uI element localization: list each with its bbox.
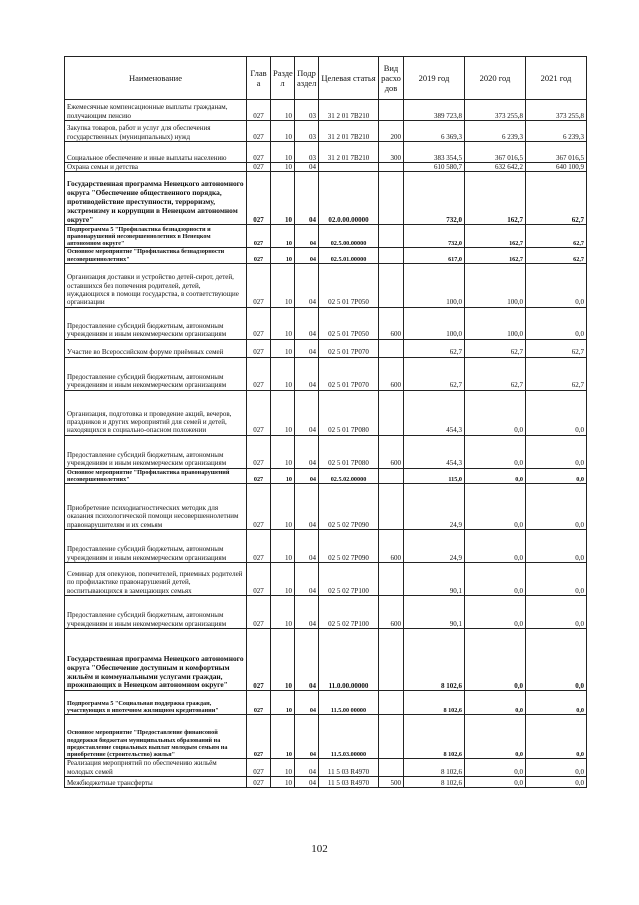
row-target-article: 31 2 01 7В210 bbox=[319, 121, 379, 142]
row-target-article bbox=[319, 163, 379, 172]
row-glava: 027 bbox=[247, 777, 271, 788]
row-glava: 027 bbox=[247, 307, 271, 339]
row-value-2021: 367 016,5 bbox=[526, 142, 587, 163]
row-glava: 027 bbox=[247, 629, 271, 691]
table-row bbox=[65, 563, 587, 596]
row-target-article: 31 2 01 7В210 bbox=[319, 142, 379, 163]
row-podrazdel: 04 bbox=[295, 715, 319, 759]
row-podrazdel: 04 bbox=[295, 163, 319, 172]
row-podrazdel: 04 bbox=[295, 759, 319, 777]
row-razdel: 10 bbox=[271, 596, 295, 629]
row-value-2020: 367 016,5 bbox=[465, 142, 526, 163]
row-target-article: 11 5 03 R4970 bbox=[319, 759, 379, 777]
row-value-2021: 373 255,8 bbox=[526, 100, 587, 121]
table-row bbox=[65, 100, 587, 121]
row-value-2019: 8 102,6 bbox=[404, 759, 465, 777]
table-row bbox=[65, 142, 587, 163]
row-value-2019: 24,9 bbox=[404, 530, 465, 563]
row-value-2020: 0,0 bbox=[465, 563, 526, 596]
row-glava: 027 bbox=[247, 142, 271, 163]
row-expense-type bbox=[379, 563, 404, 596]
row-name: Предоставление субсидий бюджетным, автономным учреждениям и иным некоммерческим организациям bbox=[65, 357, 247, 390]
row-podrazdel: 04 bbox=[295, 225, 319, 248]
row-value-2021: 0,0 bbox=[526, 596, 587, 629]
row-target-article: 11.5.03.00000 bbox=[319, 715, 379, 759]
row-name: Основное мероприятие "Профилактика безнадзорности несовершеннолетних" bbox=[65, 248, 247, 263]
row-name: Реализация мероприятий по обеспечению жильём молодых семей bbox=[65, 759, 247, 777]
row-value-2020: 6 239,3 bbox=[465, 121, 526, 142]
row-name: Семинар для опекунов, попечителей, приемных родителей по профилактике правонарушений детей, воспитывающихся в замещающих семьях bbox=[65, 563, 247, 596]
row-podrazdel: 04 bbox=[295, 263, 319, 307]
row-podrazdel: 03 bbox=[295, 100, 319, 121]
table-row bbox=[65, 530, 587, 563]
row-podrazdel: 04 bbox=[295, 629, 319, 691]
table-row bbox=[65, 390, 587, 435]
row-target-article: 02 5 02 7Р090 bbox=[319, 484, 379, 530]
row-value-2019: 90,1 bbox=[404, 563, 465, 596]
row-value-2019: 62,7 bbox=[404, 357, 465, 390]
row-podrazdel: 03 bbox=[295, 142, 319, 163]
row-podrazdel: 04 bbox=[295, 596, 319, 629]
row-expense-type bbox=[379, 759, 404, 777]
row-podrazdel: 04 bbox=[295, 339, 319, 357]
row-razdel: 10 bbox=[271, 777, 295, 788]
row-expense-type: 600 bbox=[379, 435, 404, 468]
row-razdel: 10 bbox=[271, 225, 295, 248]
row-target-article: 02 5 01 7Р080 bbox=[319, 435, 379, 468]
row-podrazdel: 04 bbox=[295, 307, 319, 339]
row-value-2019: 100,0 bbox=[404, 307, 465, 339]
row-glava: 027 bbox=[247, 248, 271, 263]
row-target-article: 11.5.00 00000 bbox=[319, 691, 379, 715]
row-podrazdel: 04 bbox=[295, 484, 319, 530]
row-expense-type: 200 bbox=[379, 121, 404, 142]
header-year-2020: 2020 год bbox=[465, 57, 526, 100]
row-target-article: 02 5 01 7Р070 bbox=[319, 357, 379, 390]
row-razdel: 10 bbox=[271, 142, 295, 163]
row-podrazdel: 04 bbox=[295, 172, 319, 225]
row-expense-type: 300 bbox=[379, 142, 404, 163]
table-row bbox=[65, 339, 587, 357]
row-expense-type bbox=[379, 248, 404, 263]
row-name: Ежемесячные компенсационные выплаты гражданам, получающим пенсию bbox=[65, 100, 247, 121]
row-podrazdel: 04 bbox=[295, 530, 319, 563]
row-expense-type: 600 bbox=[379, 357, 404, 390]
row-razdel: 10 bbox=[271, 307, 295, 339]
row-glava: 027 bbox=[247, 596, 271, 629]
row-expense-type bbox=[379, 225, 404, 248]
row-name: Организация, подготовка и проведение акций, вечеров, праздников и других мероприятий для семей и детей, находящихся в социально-опасном положении bbox=[65, 390, 247, 435]
row-expense-type bbox=[379, 263, 404, 307]
row-value-2020: 100,0 bbox=[465, 263, 526, 307]
header-name: Наименование bbox=[65, 57, 247, 100]
budget-table bbox=[64, 56, 587, 788]
table-row bbox=[65, 468, 587, 483]
row-value-2021: 0,0 bbox=[526, 629, 587, 691]
row-value-2020: 0,0 bbox=[465, 390, 526, 435]
table-row bbox=[65, 484, 587, 530]
row-glava: 027 bbox=[247, 715, 271, 759]
row-podrazdel: 04 bbox=[295, 435, 319, 468]
row-value-2020: 0,0 bbox=[465, 435, 526, 468]
row-glava: 027 bbox=[247, 339, 271, 357]
row-podrazdel: 03 bbox=[295, 121, 319, 142]
row-value-2021: 62,7 bbox=[526, 339, 587, 357]
row-name: Межбюджетные трансферты bbox=[65, 777, 247, 788]
row-podrazdel: 04 bbox=[295, 468, 319, 483]
row-value-2019: 90,1 bbox=[404, 596, 465, 629]
row-expense-type bbox=[379, 468, 404, 483]
row-glava: 027 bbox=[247, 100, 271, 121]
row-podrazdel: 04 bbox=[295, 390, 319, 435]
row-razdel: 10 bbox=[271, 357, 295, 390]
row-value-2020: 0,0 bbox=[465, 715, 526, 759]
row-value-2021: 0,0 bbox=[526, 691, 587, 715]
row-razdel: 10 bbox=[271, 759, 295, 777]
table-row bbox=[65, 248, 587, 263]
row-name: Предоставление субсидий бюджетным, автономным учреждениям и иным некоммерческим организациям bbox=[65, 435, 247, 468]
row-glava: 027 bbox=[247, 163, 271, 172]
row-value-2020: 0,0 bbox=[465, 777, 526, 788]
table-row bbox=[65, 777, 587, 788]
row-razdel: 10 bbox=[271, 163, 295, 172]
row-expense-type bbox=[379, 390, 404, 435]
row-name: Основное мероприятие "Предоставление финансовой поддержки бюджетам муниципальных образований на предоставление социальных выплат молодым семьям на приобретение (строительство) жилья" bbox=[65, 715, 247, 759]
row-value-2021: 62,7 bbox=[526, 357, 587, 390]
row-razdel: 10 bbox=[271, 263, 295, 307]
table-row bbox=[65, 225, 587, 248]
row-razdel: 10 bbox=[271, 390, 295, 435]
row-glava: 027 bbox=[247, 468, 271, 483]
row-target-article: 02 5 02 7Р100 bbox=[319, 563, 379, 596]
row-name: Приобретение психодиагностических методик для оказания психологической помощи несовершеннолетним правонарушителям и их семьям bbox=[65, 484, 247, 530]
row-target-article: 02 5 01 7Р070 bbox=[319, 339, 379, 357]
table-row bbox=[65, 715, 587, 759]
row-glava: 027 bbox=[247, 691, 271, 715]
row-name: Подпрограмма 5 "Социальная поддержка граждан, участвующих в ипотечном жилищном кредитовании" bbox=[65, 691, 247, 715]
row-glava: 027 bbox=[247, 390, 271, 435]
row-value-2021: 0,0 bbox=[526, 530, 587, 563]
row-value-2019: 8 102,6 bbox=[404, 777, 465, 788]
row-glava: 027 bbox=[247, 357, 271, 390]
table-header-row bbox=[65, 57, 587, 100]
row-value-2021: 640 100,9 bbox=[526, 163, 587, 172]
row-value-2019: 8 102,6 bbox=[404, 691, 465, 715]
row-value-2020: 62,7 bbox=[465, 339, 526, 357]
row-razdel: 10 bbox=[271, 691, 295, 715]
row-razdel: 10 bbox=[271, 715, 295, 759]
row-razdel: 10 bbox=[271, 100, 295, 121]
row-value-2020: 0,0 bbox=[465, 530, 526, 563]
row-value-2021: 6 239,3 bbox=[526, 121, 587, 142]
row-expense-type: 600 bbox=[379, 596, 404, 629]
row-name: Организация доставки и устройство детей-сирот, детей, оставшихся без попечения родителей, детей, нуждающихся в помощи государства, в соответствующие организации bbox=[65, 263, 247, 307]
row-value-2019: 389 723,8 bbox=[404, 100, 465, 121]
row-value-2021: 0,0 bbox=[526, 390, 587, 435]
row-name: Предоставление субсидий бюджетным, автономным учреждениям и иным некоммерческим организациям bbox=[65, 307, 247, 339]
row-name: Государственная программа Ненецкого автономного округа "Обеспечение доступным и комфортным жильём и коммунальными услугами граждан, проживающих в Ненецком автономном округе" bbox=[65, 629, 247, 691]
row-name: Предоставление субсидий бюджетным, автономным учреждениям и иным некоммерческим организациям bbox=[65, 596, 247, 629]
row-value-2021: 0,0 bbox=[526, 777, 587, 788]
table-row bbox=[65, 629, 587, 691]
row-value-2021: 62,7 bbox=[526, 172, 587, 225]
row-value-2020: 0,0 bbox=[465, 468, 526, 483]
row-target-article: 02.0.00.00000 bbox=[319, 172, 379, 225]
row-value-2021: 0,0 bbox=[526, 715, 587, 759]
header-podrazdel: Подр аздел bbox=[295, 57, 319, 100]
row-value-2020: 632 642,2 bbox=[465, 163, 526, 172]
row-value-2019: 24,9 bbox=[404, 484, 465, 530]
page-number: 102 bbox=[311, 843, 328, 855]
row-glava: 027 bbox=[247, 484, 271, 530]
row-name: Охрана семьи и детства bbox=[65, 163, 247, 172]
row-razdel: 10 bbox=[271, 629, 295, 691]
row-expense-type bbox=[379, 172, 404, 225]
row-value-2019: 6 369,3 bbox=[404, 121, 465, 142]
row-value-2019: 732,0 bbox=[404, 172, 465, 225]
row-value-2020: 0,0 bbox=[465, 759, 526, 777]
table-row bbox=[65, 163, 587, 172]
row-razdel: 10 bbox=[271, 468, 295, 483]
header-year-2021: 2021 год bbox=[526, 57, 587, 100]
row-value-2019: 62,7 bbox=[404, 339, 465, 357]
row-name: Государственная программа Ненецкого автономного округа "Обеспечение общественного порядка, противодействие преступности, терроризму, экстремизму и коррупции в Ненецком автономном округе" bbox=[65, 172, 247, 225]
row-expense-type: 600 bbox=[379, 307, 404, 339]
row-target-article: 02.5.00.00000 bbox=[319, 225, 379, 248]
row-value-2019: 454,3 bbox=[404, 435, 465, 468]
table-row bbox=[65, 357, 587, 390]
header-target-article: Целевая статья bbox=[319, 57, 379, 100]
row-name: Основное мероприятие "Профилактика правонарушений несовершеннолетних" bbox=[65, 468, 247, 483]
row-target-article: 11 5 03 R4970 bbox=[319, 777, 379, 788]
row-razdel: 10 bbox=[271, 563, 295, 596]
row-podrazdel: 04 bbox=[295, 777, 319, 788]
row-podrazdel: 04 bbox=[295, 248, 319, 263]
row-value-2019: 383 354,5 bbox=[404, 142, 465, 163]
row-name: Предоставление субсидий бюджетным, автономным учреждениям и иным некоммерческим организациям bbox=[65, 530, 247, 563]
row-razdel: 10 bbox=[271, 484, 295, 530]
row-glava: 027 bbox=[247, 121, 271, 142]
row-value-2020: 0,0 bbox=[465, 629, 526, 691]
row-podrazdel: 04 bbox=[295, 563, 319, 596]
row-name: Закупка товаров, работ и услуг для обеспечения государственных (муниципальных) нужд bbox=[65, 121, 247, 142]
row-expense-type bbox=[379, 629, 404, 691]
row-value-2020: 100,0 bbox=[465, 307, 526, 339]
row-target-article: 02 5 01 7Р050 bbox=[319, 263, 379, 307]
row-value-2021: 62,7 bbox=[526, 225, 587, 248]
row-target-article: 02 5 01 7Р080 bbox=[319, 390, 379, 435]
row-target-article: 31 2 01 7В210 bbox=[319, 100, 379, 121]
row-target-article: 02 5 02 7Р090 bbox=[319, 530, 379, 563]
table-row bbox=[65, 307, 587, 339]
row-expense-type bbox=[379, 691, 404, 715]
row-value-2020: 0,0 bbox=[465, 484, 526, 530]
row-expense-type bbox=[379, 163, 404, 172]
row-expense-type bbox=[379, 715, 404, 759]
row-value-2021: 0,0 bbox=[526, 563, 587, 596]
row-value-2019: 454,3 bbox=[404, 390, 465, 435]
row-glava: 027 bbox=[247, 563, 271, 596]
row-value-2021: 0,0 bbox=[526, 759, 587, 777]
header-year-2019: 2019 год bbox=[404, 57, 465, 100]
row-target-article: 02 5 02 7Р100 bbox=[319, 596, 379, 629]
row-value-2021: 0,0 bbox=[526, 468, 587, 483]
row-value-2021: 0,0 bbox=[526, 435, 587, 468]
row-glava: 027 bbox=[247, 225, 271, 248]
table-row bbox=[65, 263, 587, 307]
row-value-2020: 373 255,8 bbox=[465, 100, 526, 121]
row-name: Социальное обеспечение и иные выплаты населению bbox=[65, 142, 247, 163]
row-glava: 027 bbox=[247, 435, 271, 468]
row-razdel: 10 bbox=[271, 339, 295, 357]
table-row bbox=[65, 172, 587, 225]
row-value-2020: 162,7 bbox=[465, 172, 526, 225]
row-target-article: 02 5 01 7Р050 bbox=[319, 307, 379, 339]
row-glava: 027 bbox=[247, 530, 271, 563]
row-target-article: 02.5.01.00000 bbox=[319, 248, 379, 263]
row-expense-type: 500 bbox=[379, 777, 404, 788]
table-row bbox=[65, 691, 587, 715]
row-value-2019: 115,0 bbox=[404, 468, 465, 483]
row-glava: 027 bbox=[247, 172, 271, 225]
row-glava: 027 bbox=[247, 759, 271, 777]
row-value-2020: 0,0 bbox=[465, 596, 526, 629]
row-razdel: 10 bbox=[271, 248, 295, 263]
table-row bbox=[65, 759, 587, 777]
row-razdel: 10 bbox=[271, 121, 295, 142]
row-value-2019: 8 102,6 bbox=[404, 629, 465, 691]
row-value-2019: 100,0 bbox=[404, 263, 465, 307]
row-value-2019: 8 102,6 bbox=[404, 715, 465, 759]
row-expense-type bbox=[379, 484, 404, 530]
row-value-2019: 610 580,7 bbox=[404, 163, 465, 172]
table-row bbox=[65, 121, 587, 142]
row-name: Подпрограмма 5 "Профилактика безнадзорности и правонарушений несовершеннолетних в Ненецком автономном округе" bbox=[65, 225, 247, 248]
row-value-2020: 62,7 bbox=[465, 357, 526, 390]
row-value-2019: 617,0 bbox=[404, 248, 465, 263]
row-razdel: 10 bbox=[271, 435, 295, 468]
row-value-2021: 0,0 bbox=[526, 484, 587, 530]
row-target-article: 11.0.00.00000 bbox=[319, 629, 379, 691]
table-row bbox=[65, 435, 587, 468]
row-value-2021: 62,7 bbox=[526, 248, 587, 263]
row-glava: 027 bbox=[247, 263, 271, 307]
header-glava: Глав а bbox=[247, 57, 271, 100]
header-razdel: Разде л bbox=[271, 57, 295, 100]
row-value-2019: 732,0 bbox=[404, 225, 465, 248]
header-expense-type: Вид расхо дов bbox=[379, 57, 404, 100]
row-value-2020: 0,0 bbox=[465, 691, 526, 715]
row-value-2021: 0,0 bbox=[526, 307, 587, 339]
row-value-2021: 0,0 bbox=[526, 263, 587, 307]
row-razdel: 10 bbox=[271, 530, 295, 563]
row-value-2020: 162,7 bbox=[465, 225, 526, 248]
row-podrazdel: 04 bbox=[295, 357, 319, 390]
row-value-2020: 162,7 bbox=[465, 248, 526, 263]
row-target-article: 02.5.02.00000 bbox=[319, 468, 379, 483]
row-razdel: 10 bbox=[271, 172, 295, 225]
row-expense-type: 600 bbox=[379, 530, 404, 563]
row-podrazdel: 04 bbox=[295, 691, 319, 715]
row-expense-type bbox=[379, 339, 404, 357]
row-name: Участие во Всероссийском форуме приёмных семей bbox=[65, 339, 247, 357]
table-row bbox=[65, 596, 587, 629]
row-expense-type bbox=[379, 100, 404, 121]
